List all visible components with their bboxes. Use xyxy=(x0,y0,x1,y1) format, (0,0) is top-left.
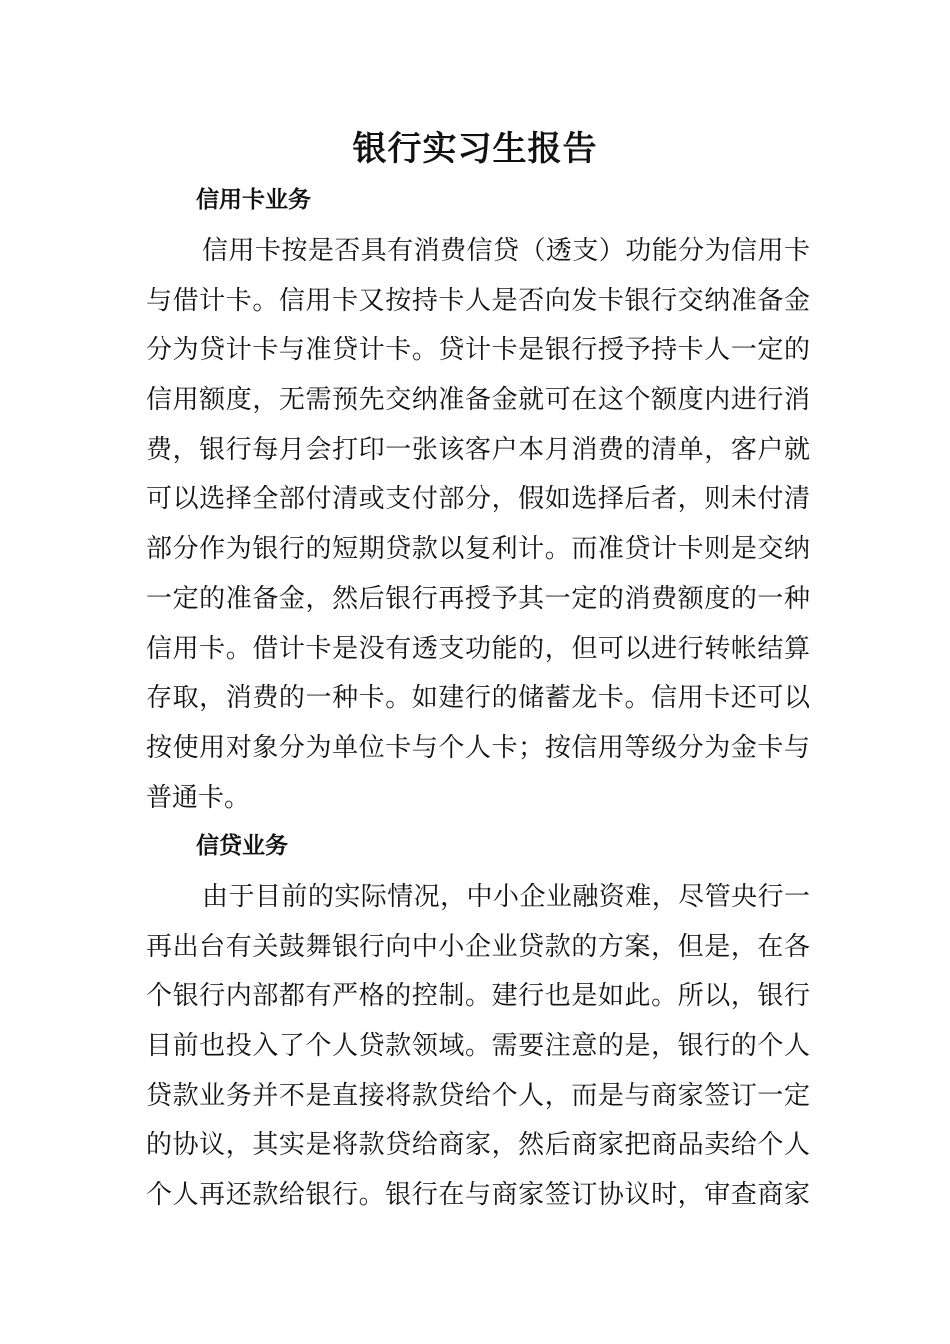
paragraph-line: 贷款业务并不是直接将款贷给个人，而是与商家签订一定 xyxy=(146,1080,810,1111)
paragraph-line: 由于目前的实际情况，中小企业融资难，尽管央行一 xyxy=(202,882,810,912)
paragraph-line: 再出台有关鼓舞银行向中小企业贷款的方案，但是，在各 xyxy=(146,931,810,962)
paragraph-line: 费，银行每月会打印一张该客户本月消费的清单，客户就 xyxy=(146,434,810,465)
paragraph-line: 信用卡按是否具有消费信贷（透支）功能分为信用卡 xyxy=(202,236,810,266)
paragraph-credit-card xyxy=(146,227,810,823)
document-title: 银行实习生报告 xyxy=(352,129,598,169)
paragraph-line: 可以选择全部付清或支付部分，假如选择后者，则未付清 xyxy=(146,484,810,515)
paragraph-line: 信用卡。借计卡是没有透支功能的，但可以进行转帐结算 xyxy=(146,633,810,664)
paragraph-line: 普通卡。 xyxy=(146,782,251,813)
paragraph-line: 个人再还款给银行。银行在与商家签订协议时，审查商家 xyxy=(146,1180,810,1211)
paragraph-loans xyxy=(146,873,810,1221)
section-heading-credit-card: 信用卡业务 xyxy=(196,186,311,213)
paragraph-line: 与借计卡。信用卡又按持卡人是否向发卡银行交纳准备金 xyxy=(146,285,810,316)
paragraph-line: 按使用对象分为单位卡与个人卡；按信用等级分为金卡与 xyxy=(146,732,810,763)
paragraph-line: 存取，消费的一种卡。如建行的储蓄龙卡。信用卡还可以 xyxy=(146,683,810,714)
paragraph-line: 个银行内部都有严格的控制。建行也是如此。所以，银行 xyxy=(146,981,810,1012)
paragraph-line: 部分作为银行的短期贷款以复利计。而准贷计卡则是交纳 xyxy=(146,534,810,565)
paragraph-line: 的协议，其实是将款贷给商家，然后商家把商品卖给个人 xyxy=(146,1130,810,1161)
paragraph-line: 目前也投入了个人贷款领域。需要注意的是，银行的个人 xyxy=(146,1031,810,1062)
paragraph-line: 一定的准备金，然后银行再授予其一定的消费额度的一种 xyxy=(146,583,810,614)
paragraph-line: 信用额度，无需预先交纳准备金就可在这个额度内进行消 xyxy=(146,385,810,416)
section-heading-loans: 信贷业务 xyxy=(196,832,288,859)
paragraph-line: 分为贷计卡与准贷计卡。贷计卡是银行授予持卡人一定的 xyxy=(146,335,810,366)
